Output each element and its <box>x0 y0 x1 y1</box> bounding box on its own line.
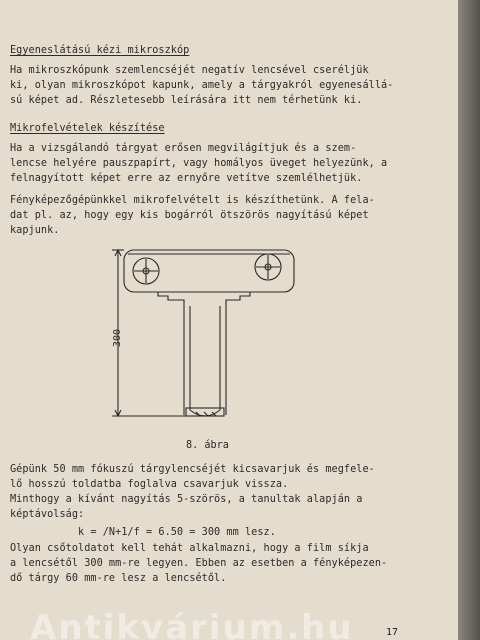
camera-extension-diagram <box>96 240 306 436</box>
paragraph-line: ki, olyan mikroszkópot kapunk, amely a tárgyakról egyenesállá- <box>10 80 394 91</box>
paragraph-line: felnagyított képet erre az ernyőre vetítve szemlélhetjük. <box>10 173 363 184</box>
paragraph-line: dat pl. az, hogy egy kis bogárról ötszörös nagyítású képet <box>10 210 369 221</box>
paragraph-line: Ha a vizsgálandó tárgyat erősen megvilágítjuk és a szem- <box>10 143 357 154</box>
dimension-label: 300 <box>112 328 123 348</box>
paragraph-line: Ha mikroszkópunk szemlencséjét negatív lencsével cseréljük <box>10 65 369 76</box>
watermark: Antikvárium.hu <box>30 608 354 640</box>
paragraph-line: képtávolság: <box>10 509 85 520</box>
paragraph-line: sú képet ad. Részletesebb leírására itt nem térhetünk ki. <box>10 95 363 106</box>
paragraph-line: Gépünk 50 mm fókuszú tárgylencséjét kicsavarjuk és megfele- <box>10 464 375 475</box>
paragraph-line: Olyan csőtoldatot kell tehát alkalmazni, hogy a film síkja <box>10 543 369 554</box>
equation: k = /N+1/f = 6.50 = 300 mm lesz. <box>78 527 276 538</box>
paragraph-line: lő hosszú toldatba foglalva csavarjuk vissza. <box>10 479 289 490</box>
figure-caption: 8. ábra <box>186 440 229 451</box>
section-heading-microphotography: Mikrofelvételek készítése <box>10 123 165 134</box>
paragraph-line: a lencsétől 300 mm-re legyen. Ebben az esetben a fényképezen- <box>10 558 388 569</box>
paragraph-line: lencse helyére pauszpapírt, vagy homályos üveget helyezünk, a <box>10 158 388 169</box>
section-heading-microscope: Egyeneslátású kézi mikroszkóp <box>10 45 190 56</box>
paragraph-line: dő tárgy 60 mm-re lesz a lencsétől. <box>10 573 227 584</box>
page-number: 17 <box>386 627 399 638</box>
paragraph-line: Minthogy a kívánt nagyítás 5-szörös, a tanultak alapján a <box>10 494 363 505</box>
page-edge <box>458 0 480 640</box>
paragraph-line: Fényképezőgépünkkel mikrofelvételt is készíthetünk. A fela- <box>10 195 375 206</box>
paragraph-line: kapjunk. <box>10 225 60 236</box>
